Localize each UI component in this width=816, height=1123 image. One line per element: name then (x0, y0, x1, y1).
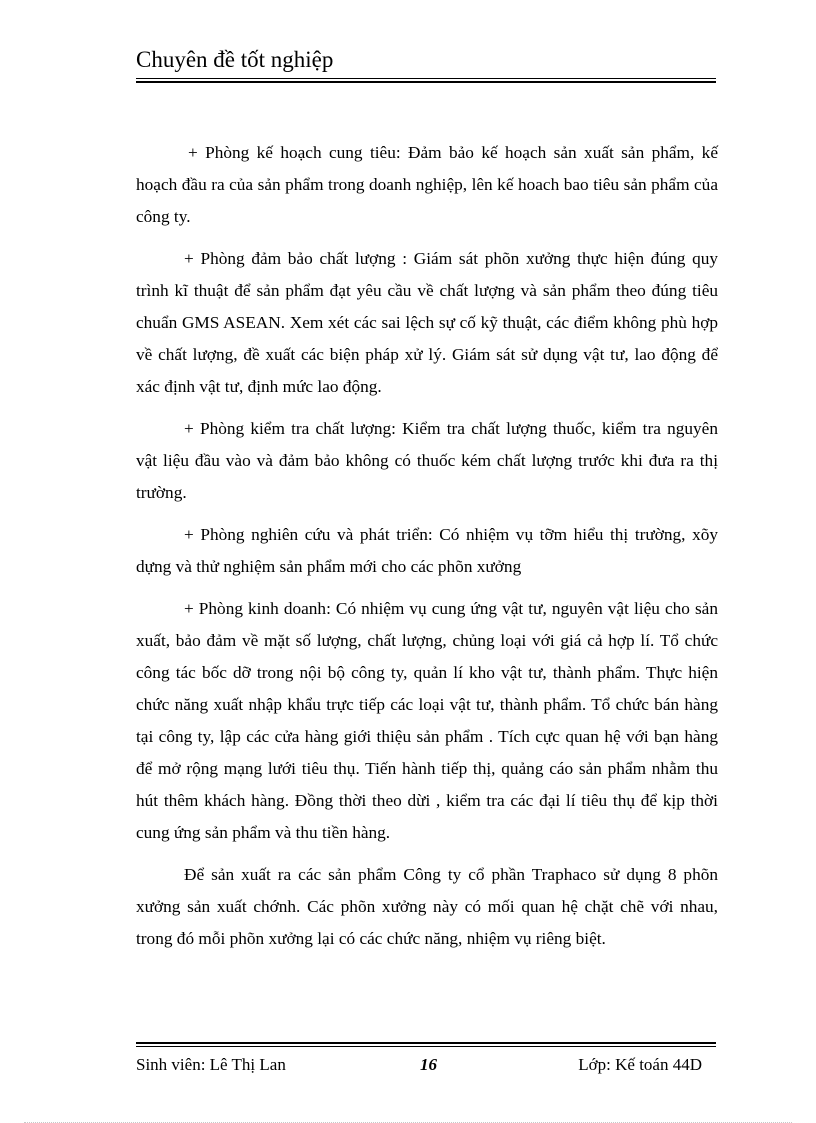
footer-rule-bottom (136, 1046, 716, 1047)
paragraph-workshops: Để sản xuất ra các sản phẩm Công ty cổ phần Traphaco sử dụng 8 phõn xưởng sản xuất chớnh. Các phõn xưởng này có mối quan hệ chặt chẽ với nhau, trong đó mỗi phõn xưởng lại có các chức năng, nhiệm vụ riêng biệt. (136, 865, 718, 948)
footer (136, 1052, 718, 1078)
paragraph-planning-dept: + Phòng kế hoạch cung tiêu: Đảm bảo kế hoạch sản xuất sản phẩm, kế hoạch đầu ra của sản phẩm trong doanh nghiệp, lên kế hoach bao tiêu sản phẩm của công ty. (136, 143, 718, 226)
header-title: Chuyên đề tốt nghiệp (136, 47, 334, 72)
header-rule-bottom (136, 81, 716, 83)
footer-student: Sinh viên: Lê Thị Lan (136, 1055, 286, 1074)
header-rule-top (136, 78, 716, 79)
paragraph-quality-assurance-dept: + Phòng đảm bảo chất lượng : Giám sát phõn xưởng thực hiện đúng quy trình kĩ thuật để sản phẩm đạt yêu cầu về chất lượng và sản phẩm theo đúng tiêu chuẩn GMS ASEAN. Xem xét các sai lệch sự cố kỹ thuật, các điểm không phù hợp về chất lượng, đề xuất các biện pháp xử lý. Giám sát sử dụng vật tư, lao động để xác định vật tư, định mức lao động. (136, 249, 718, 396)
paragraph-research-dept: + Phòng nghiên cứu và phát triển: Có nhiệm vụ tỡm hiểu thị trường, xõy dựng và thử nghiệm sản phẩm mới cho các phõn xưởng (136, 525, 718, 576)
paragraph-business-dept: + Phòng kinh doanh: Có nhiệm vụ cung ứng vật tư, nguyên vật liệu cho sản xuất, bảo đảm về mặt số lượng, chất lượng, chủng loại với giá cả hợp lí. Tổ chức công tác bốc dỡ trong nội bộ công ty, quản lí kho vật tư, thành phẩm. Thực hiện chức năng xuất nhập khẩu trực tiếp các loại vật tư, thành phẩm. Tổ chức bán hàng tại công ty, lập các cửa hàng giới thiệu sản phẩm . Tích cực quan hệ với bạn hàng để mở rộng mạng lưới tiêu thụ. Tiến hành tiếp thị, quảng cáo sản phẩm nhằm thu hút thêm khách hàng. Đồng thời theo dừi , kiểm tra các đại lí tiêu thụ để kịp thời cung ứng sản phẩm và thu tiền hàng. (136, 599, 718, 842)
footer-page-number: 16 (420, 1055, 437, 1074)
paragraph-quality-control-dept: + Phòng kiểm tra chất lượng: Kiểm tra chất lượng thuốc, kiểm tra nguyên vật liệu đầu vào và đảm bảo không có thuốc kém chất lượng trước khi đưa ra thị trường. (136, 419, 718, 502)
footer-class: Lớp: Kế toán 44D (578, 1055, 702, 1074)
footer-rule-top (136, 1042, 716, 1044)
body-content (136, 137, 718, 961)
